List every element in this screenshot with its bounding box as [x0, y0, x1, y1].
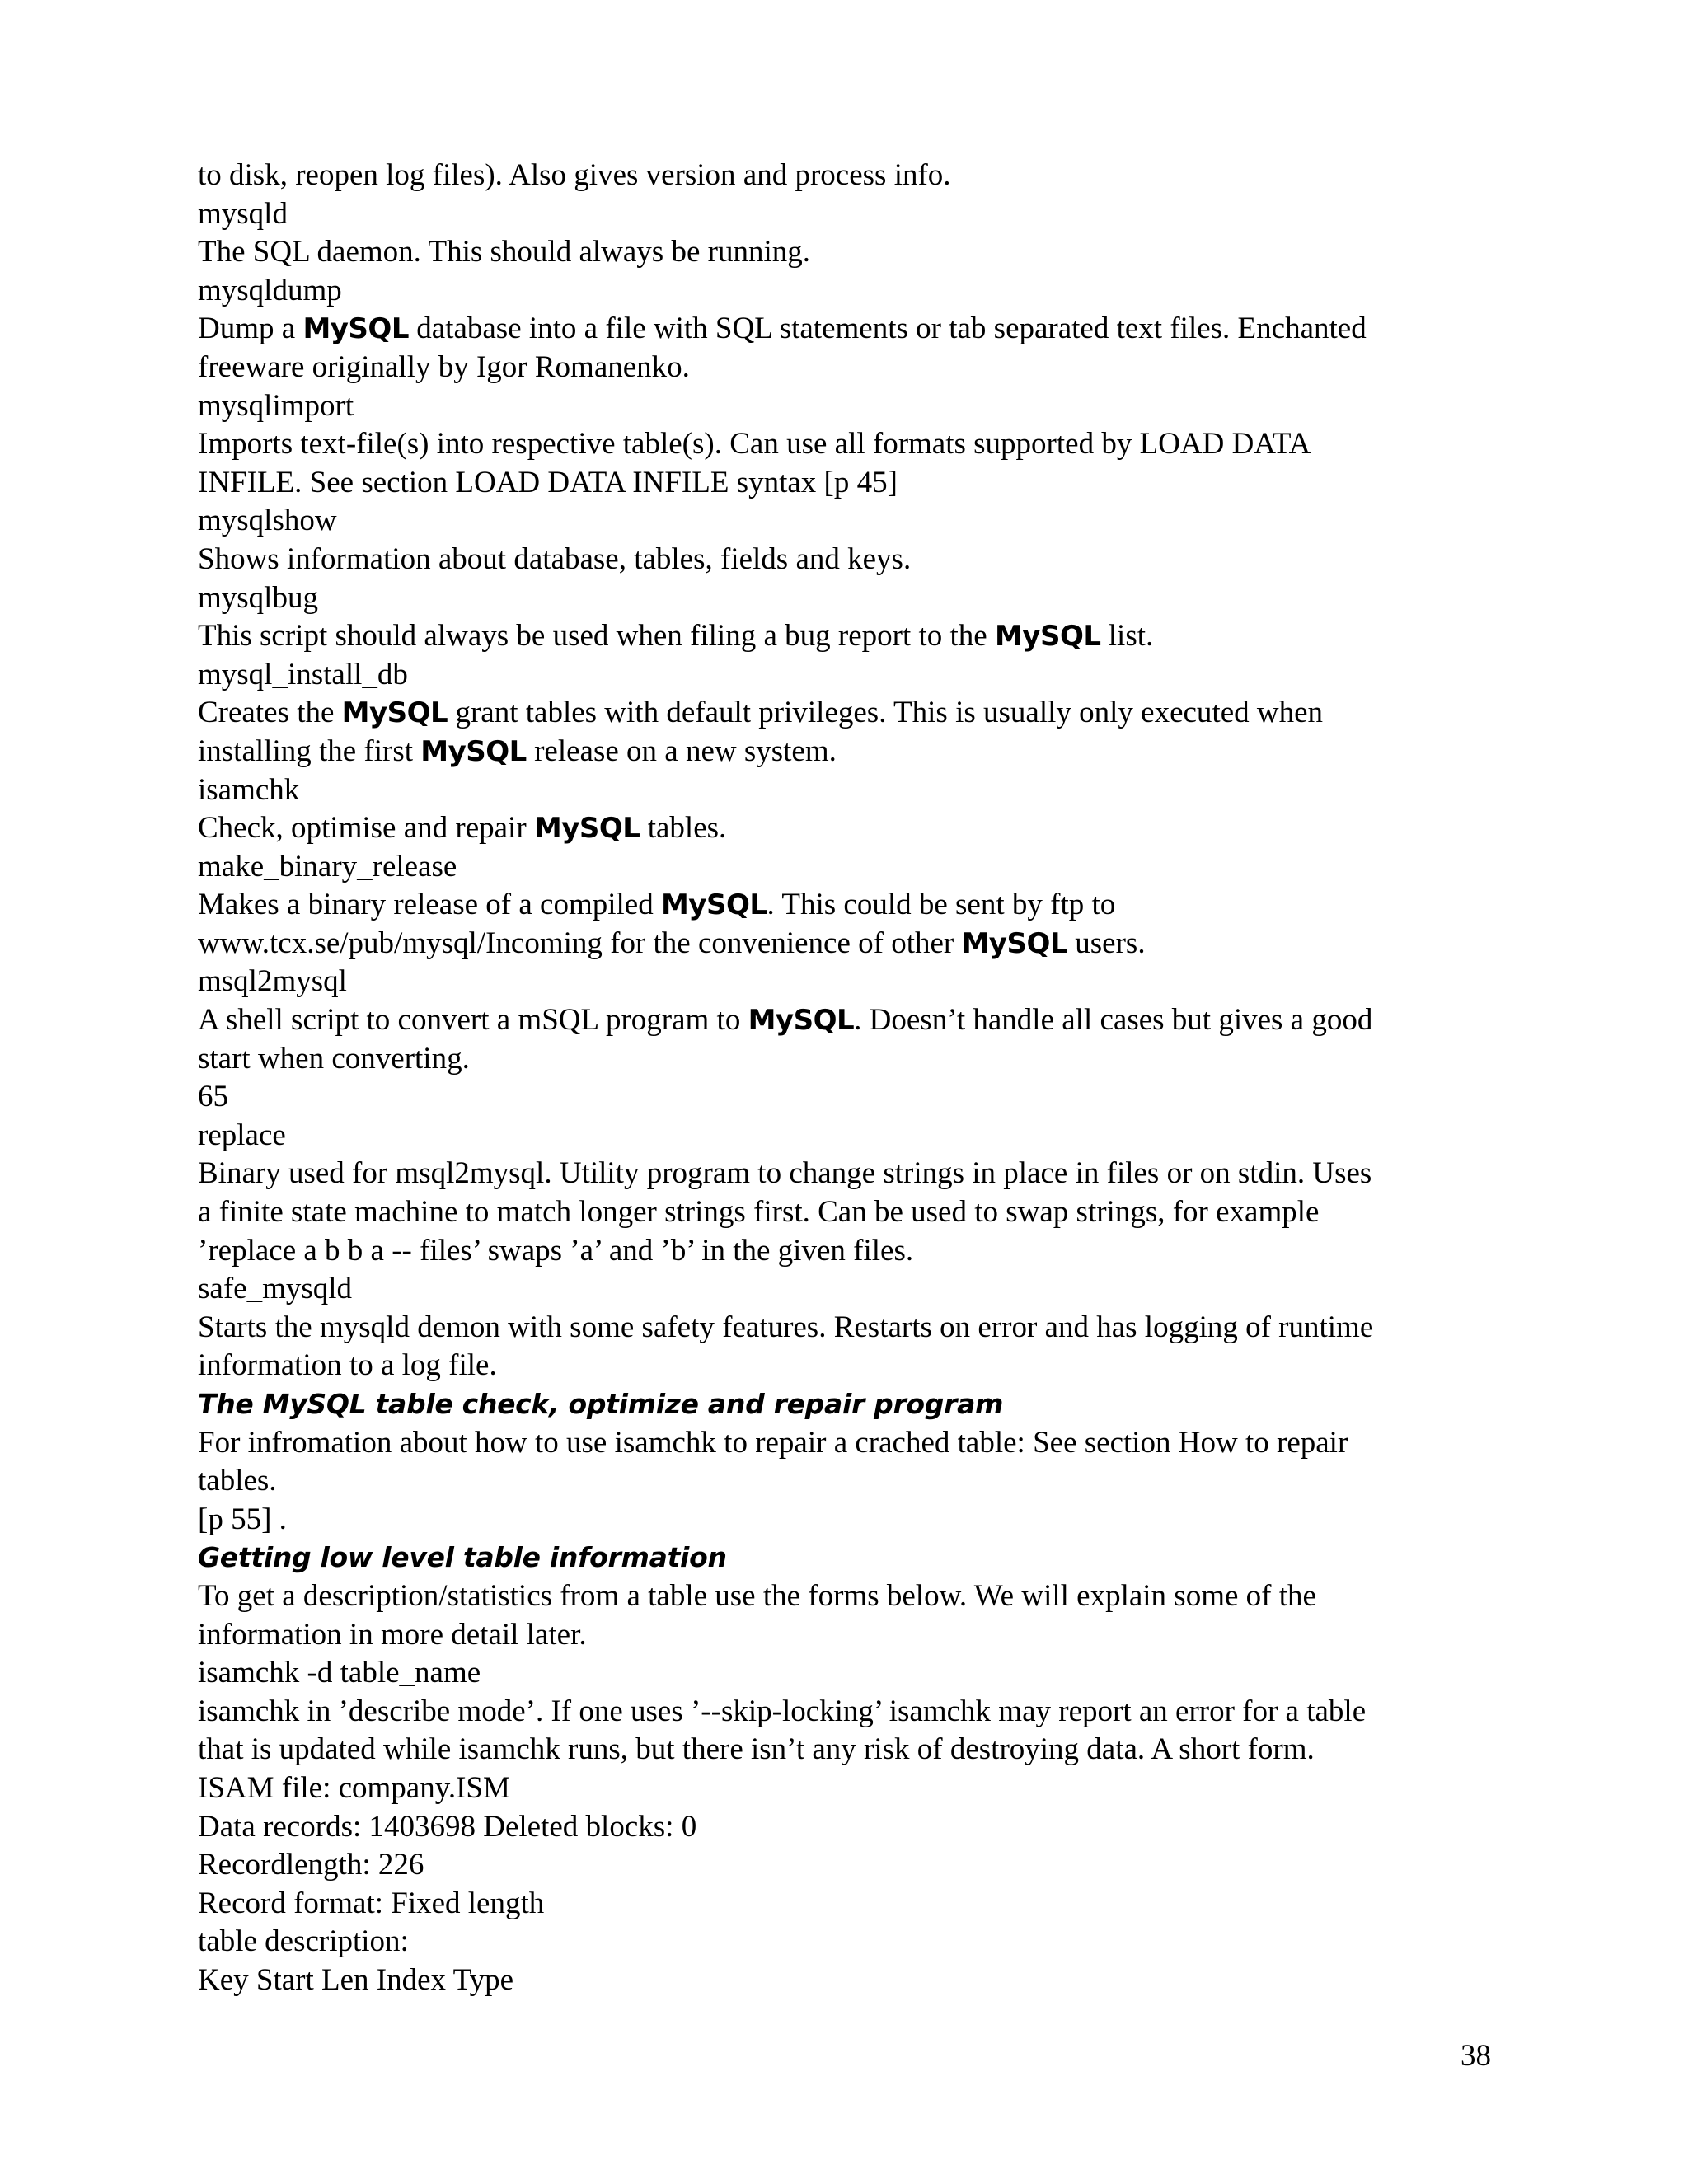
text-line: The SQL daemon. This should always be running.	[198, 235, 810, 269]
text-line: To get a description/statistics from a table use the forms below. We will explain some of the	[198, 1578, 1316, 1613]
page-reference: [p 55] .	[198, 1502, 287, 1536]
text-line: a finite state machine to match longer strings first. Can be used to swap strings, for example	[198, 1195, 1320, 1230]
text-fragment: release on a new system.	[526, 733, 837, 768]
text-line	[198, 733, 1500, 771]
output-line: Data records: 1403698 Deleted blocks: 0	[198, 1809, 697, 1844]
term-isamchk: isamchk	[198, 772, 300, 807]
text-line: Starts the mysqld demon with some safety features. Restarts on error and has logging of runtime	[198, 1310, 1374, 1344]
text-line: Imports text-file(s) into respective table(s). Can use all formats supported by LOAD DATA	[198, 427, 1311, 462]
text-line: start when converting.	[198, 1041, 470, 1076]
text-fragment: This script should always be used when filing a bug report to the	[198, 619, 987, 654]
text-line: isamchk in ’describe mode’. If one uses ’--skip-locking’ isamchk may report an error for a table	[198, 1694, 1367, 1728]
command-line: isamchk -d table_name	[198, 1656, 481, 1690]
brand-mysql: MySQL	[420, 734, 527, 768]
text-fragment: installing the first	[198, 733, 414, 768]
text-line	[198, 617, 1500, 656]
section-heading-table-check: The MySQL table check, optimize and repair program	[198, 1388, 1004, 1420]
text-fragment: grant tables with default privileges. This is usually only executed when	[448, 696, 1324, 730]
text-fragment: . This could be sent by ftp to	[767, 888, 1116, 922]
text-line: tables.	[198, 1464, 277, 1498]
term-mysqldump: mysqldump	[198, 273, 342, 307]
brand-mysql: MySQL	[748, 1004, 855, 1038]
text-line: INFILE. See section LOAD DATA INFILE syntax [p 45]	[198, 465, 898, 499]
text-line	[198, 809, 1500, 848]
text-line	[198, 310, 1500, 349]
text-line	[198, 925, 1500, 963]
text-fragment: www.tcx.se/pub/mysql/Incoming for the convenience of other	[198, 926, 954, 960]
term-mysqlbug: mysqlbug	[198, 580, 318, 615]
term-safe-mysqld: safe_mysqld	[198, 1272, 353, 1306]
text-line: Shows information about database, tables, fields and keys.	[198, 541, 912, 576]
term-mysqld: mysqld	[198, 196, 288, 231]
term-make-binary-release: make_binary_release	[198, 849, 457, 883]
text-line: ’replace a b b a -- files’ swaps ’a’ and ’b’ in the given files.	[198, 1233, 914, 1268]
output-line: table description:	[198, 1924, 409, 1959]
text-line	[198, 694, 1500, 733]
text-fragment: database into a file with SQL statements or tab separated text files. Enchanted	[409, 312, 1367, 346]
text-line: that is updated while isamchk runs, but there isn’t any risk of destroying data. A short form.	[198, 1732, 1315, 1767]
text-line: Binary used for msql2mysql. Utility program to change strings in place in files or on stdin. Uses	[198, 1156, 1372, 1191]
output-line: ISAM file: company.ISM	[198, 1770, 510, 1805]
text-fragment: A shell script to convert a mSQL program to	[198, 1003, 741, 1038]
term-mysqlimport: mysqlimport	[198, 388, 354, 423]
text-line: information to a log file.	[198, 1348, 497, 1383]
brand-mysql: MySQL	[660, 888, 767, 922]
section-heading-low-level-info: Getting low level table information	[198, 1541, 727, 1574]
term-msql2mysql: msql2mysql	[198, 964, 347, 999]
text-line	[198, 1001, 1500, 1040]
brand-mysql: MySQL	[341, 696, 448, 730]
output-line: Key Start Len Index Type	[198, 1962, 514, 1997]
text-line: to disk, reopen log files). Also gives version and process info.	[198, 158, 951, 192]
text-fragment: Check, optimise and repair	[198, 811, 527, 846]
output-line: Recordlength: 226	[198, 1848, 424, 1882]
stray-number: 65	[198, 1080, 228, 1114]
page-body	[198, 157, 1500, 2000]
brand-mysql: MySQL	[302, 312, 409, 346]
text-line	[198, 886, 1500, 925]
text-fragment: Makes a binary release of a compiled	[198, 888, 654, 922]
term-mysql-install-db: mysql_install_db	[198, 657, 408, 691]
page-number: 38	[1461, 2039, 1491, 2073]
text-fragment: users.	[1067, 926, 1146, 960]
text-fragment: Creates the	[198, 696, 335, 730]
brand-mysql: MySQL	[994, 620, 1101, 654]
text-line: information in more detail later.	[198, 1617, 587, 1652]
text-fragment: tables.	[640, 811, 727, 846]
text-line: For infromation about how to use isamchk to repair a crached table: See section How to repair	[198, 1425, 1348, 1460]
brand-mysql: MySQL	[961, 926, 1068, 960]
output-line: Record format: Fixed length	[198, 1886, 545, 1920]
text-fragment: . Doesn’t handle all cases but gives a good	[854, 1003, 1373, 1038]
text-fragment: Dump a	[198, 312, 296, 346]
brand-mysql: MySQL	[533, 812, 640, 846]
text-fragment: list.	[1100, 619, 1154, 654]
text-line: freeware originally by Igor Romanenko.	[198, 349, 690, 384]
term-replace: replace	[198, 1118, 286, 1152]
term-mysqlshow: mysqlshow	[198, 504, 337, 538]
